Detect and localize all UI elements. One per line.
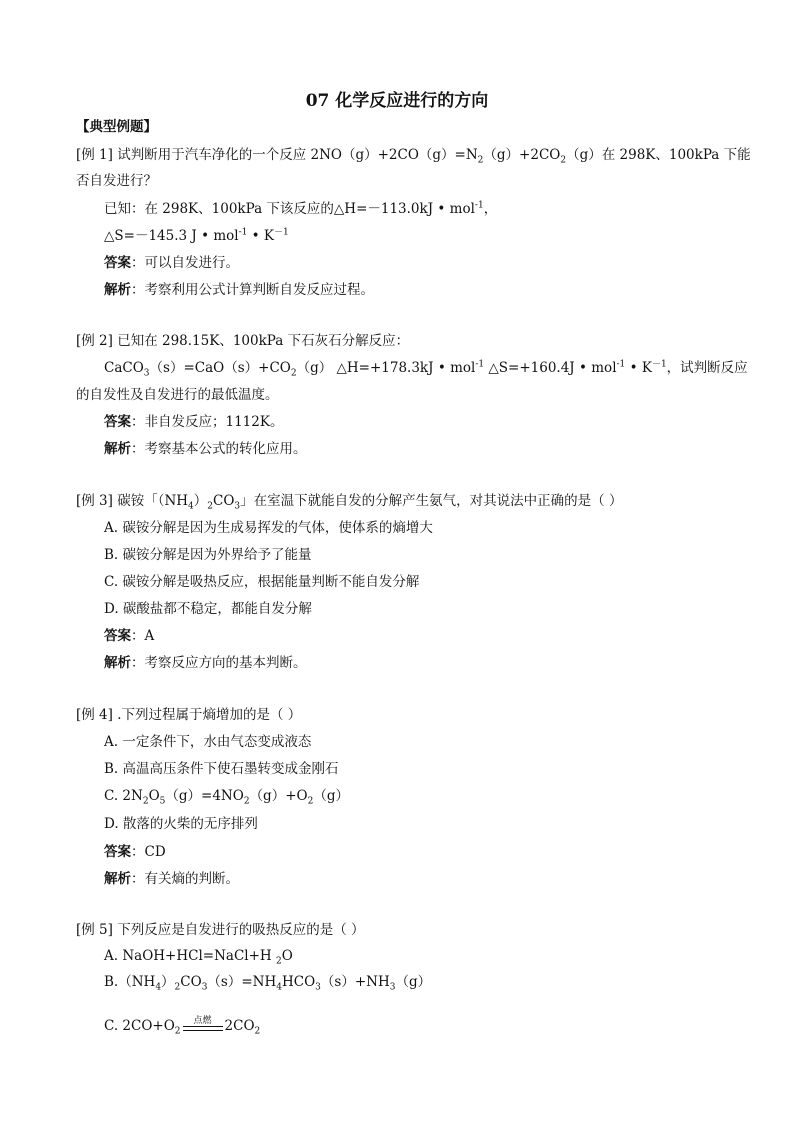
double-line-icon: [183, 1026, 223, 1031]
example-1-question-line-1: [例 1] 试判断用于汽车净化的一个反应 $2NO(g)+2CO(g)=N_2(g)+2CO_2(g)$在 298K、100kPa 下能: [76, 147, 751, 166]
example-3-option-d: D. 碳酸盐都不稳定，都能自发分解: [104, 601, 312, 617]
example-5-option-a: A. NaOH+HCl=NaCl+H $_2$O: [104, 948, 293, 967]
example-5-question: [例 5] 下列反应是自发进行的吸热反应的是（ ）: [76, 922, 365, 938]
example-5-option-b: $B.(NH_4)_2CO_3(s)=NH_4HCO_3(s)+NH_3(g)$: [104, 974, 432, 993]
example-1-question-line-2: 否自发进行？: [76, 173, 157, 189]
example-4-analysis: 解析：有关熵的判断。: [104, 871, 239, 887]
reaction-condition-label: 点燃: [193, 1015, 212, 1026]
example-1-answer: 答案：可以自发进行。: [104, 255, 239, 271]
reaction-condition-arrow: [181, 1015, 225, 1036]
page-title: 07 化学反应进行的方向: [305, 91, 489, 111]
example-1-known-entropy: △S=－145.3 J • mol$^{-1}$ • $K^{-1}$: [104, 227, 289, 244]
example-3-option-a: A. 碳铵分解是因为生成易挥发的气体，使体系的熵增大: [104, 520, 433, 536]
example-5-option-c: C. $2CO+O_2$ 点燃 $2CO_2$: [104, 1017, 260, 1036]
example-4-option-c: C. $2N_2O_5(g)=4NO_2(g)+O_2(g)$: [104, 788, 349, 807]
example-4-answer: 答案：CD: [104, 844, 166, 860]
example-2-analysis: 解析：考察基本公式的转化应用。: [104, 441, 307, 457]
example-2-answer: 答案：非自发反应；1112K。: [104, 414, 284, 430]
example-3-option-b: B. 碳铵分解是因为外界给予了能量: [104, 547, 312, 563]
example-4-question: [例 4] .下列过程属于熵增加的是（ ）: [76, 707, 302, 723]
example-1-known-enthalpy: 已知：在 298K、100kPa 下该反应的△H=－113.0kJ • mol$^{-1}$，: [104, 200, 498, 217]
example-3-option-c: C. 碳铵分解是吸热反应，根据能量判断不能自发分解: [104, 574, 420, 590]
example-3-analysis: 解析：考察反应方向的基本判断。: [104, 655, 307, 671]
example-1-analysis: 解析：考察利用公式计算判断自发反应过程。: [104, 282, 374, 298]
section-heading: 【典型例题】: [76, 119, 157, 135]
example-4-option-d: D. 散落的火柴的无序排列: [104, 816, 258, 832]
example-2-equation: $CaCO_3(s)=CaO(s)+CO_2(g)$ △H=+178.3kJ • mol$^{-1}$ △S=+160.4J • mol$^{-1}$ • $K^{-1}$，试判断反应: [104, 359, 748, 379]
example-4-option-b: B. 高温高压条件下使石墨转变成金刚石: [104, 761, 339, 777]
example-2-question-line-3: 的自发性及自发进行的最低温度。: [76, 387, 279, 403]
example-4-option-a: A. 一定条件下，水由气态变成液态: [104, 734, 312, 750]
example-3-question: [例 3] 碳铵「$(NH_4)_2CO_3$」在室温下就能自发的分解产生氨气，对其说法中正确的是（ ）: [76, 493, 623, 512]
example-3-answer: 答案：A: [104, 628, 155, 644]
example-2-question-line-1: [例 2] 已知在 298.15K、100kPa 下石灰石分解反应：: [76, 333, 410, 349]
